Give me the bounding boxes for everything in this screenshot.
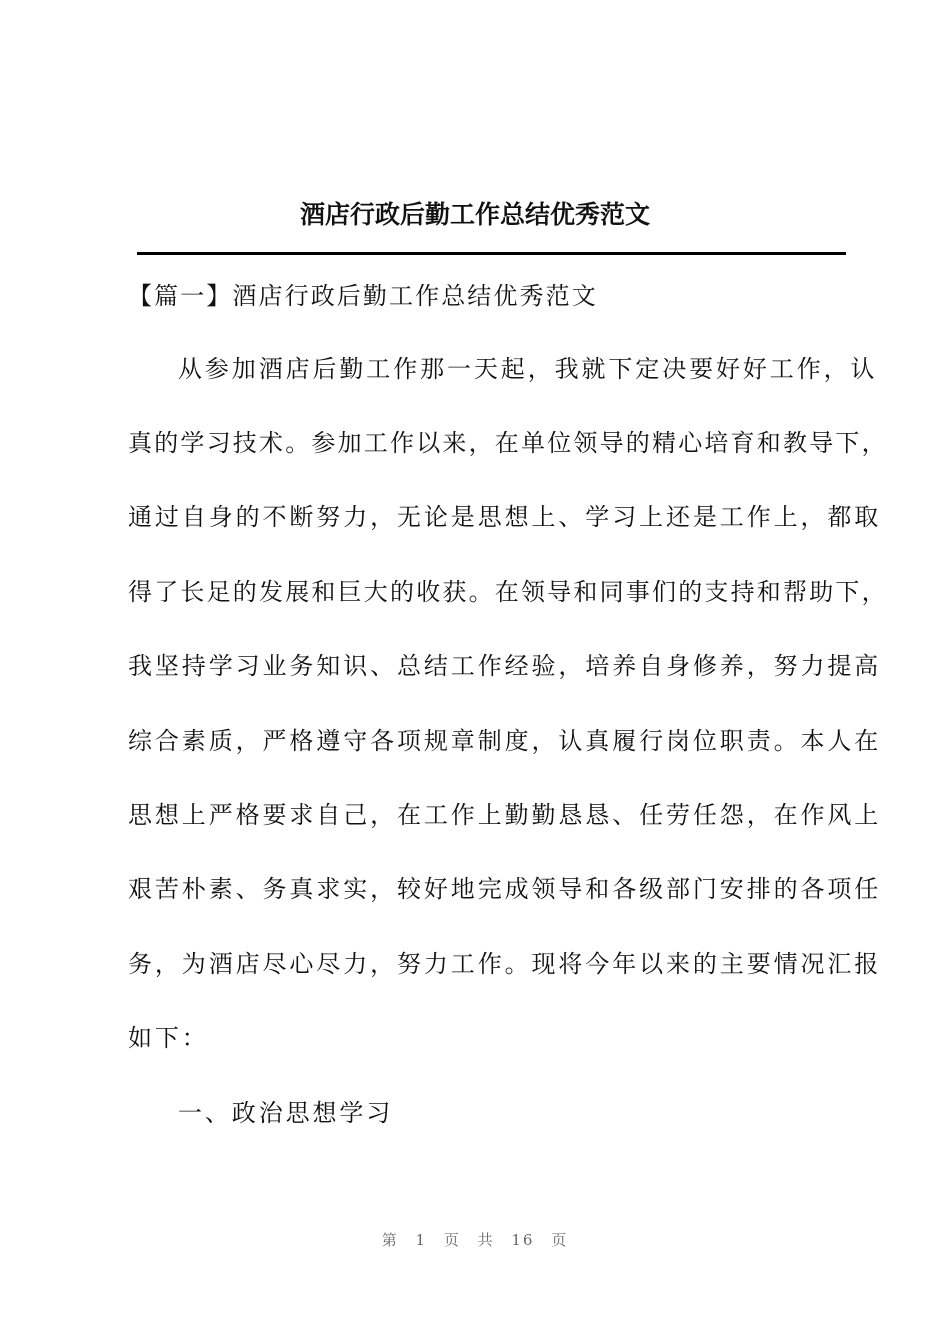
paragraph-line: 得了长足的发展和巨大的收获。在领导和同事们的支持和帮助下，: [128, 578, 888, 606]
page-footer: 第 1 页 共 16 页: [381, 1231, 569, 1249]
paragraph-line: 从参加酒店后勤工作那一天起，我就下定决要好好工作，认: [178, 355, 878, 383]
paragraph-line: 通过自身的不断努力，无论是思想上、学习上还是工作上，都取: [128, 503, 882, 531]
subheading: 一、政治思想学习: [178, 1099, 394, 1127]
paragraph-line: 我坚持学习业务知识、总结工作经验，培养自身修养，努力提高: [128, 652, 882, 680]
title-rule: [137, 252, 846, 255]
paragraph-line: 艰苦朴素、务真求实，较好地完成领导和各级部门安排的各项任: [128, 875, 882, 903]
paragraph-line: 思想上严格要求自己，在工作上勤勤恳恳、任劳任怨，在作风上: [128, 801, 882, 829]
paragraph-line: 综合素质，严格遵守各项规章制度，认真履行岗位职责。本人在: [128, 727, 882, 755]
paragraph-line: 务，为酒店尽心尽力，努力工作。现将今年以来的主要情况汇报: [128, 950, 882, 978]
section-heading: 【篇一】酒店行政后勤工作总结优秀范文: [128, 282, 598, 310]
paragraph-line: 如下：: [128, 1024, 209, 1052]
paragraph-line: 真的学习技术。参加工作以来，在单位领导的精心培育和教导下，: [128, 429, 888, 457]
page-title: 酒店行政后勤工作总结优秀范文: [299, 200, 650, 229]
